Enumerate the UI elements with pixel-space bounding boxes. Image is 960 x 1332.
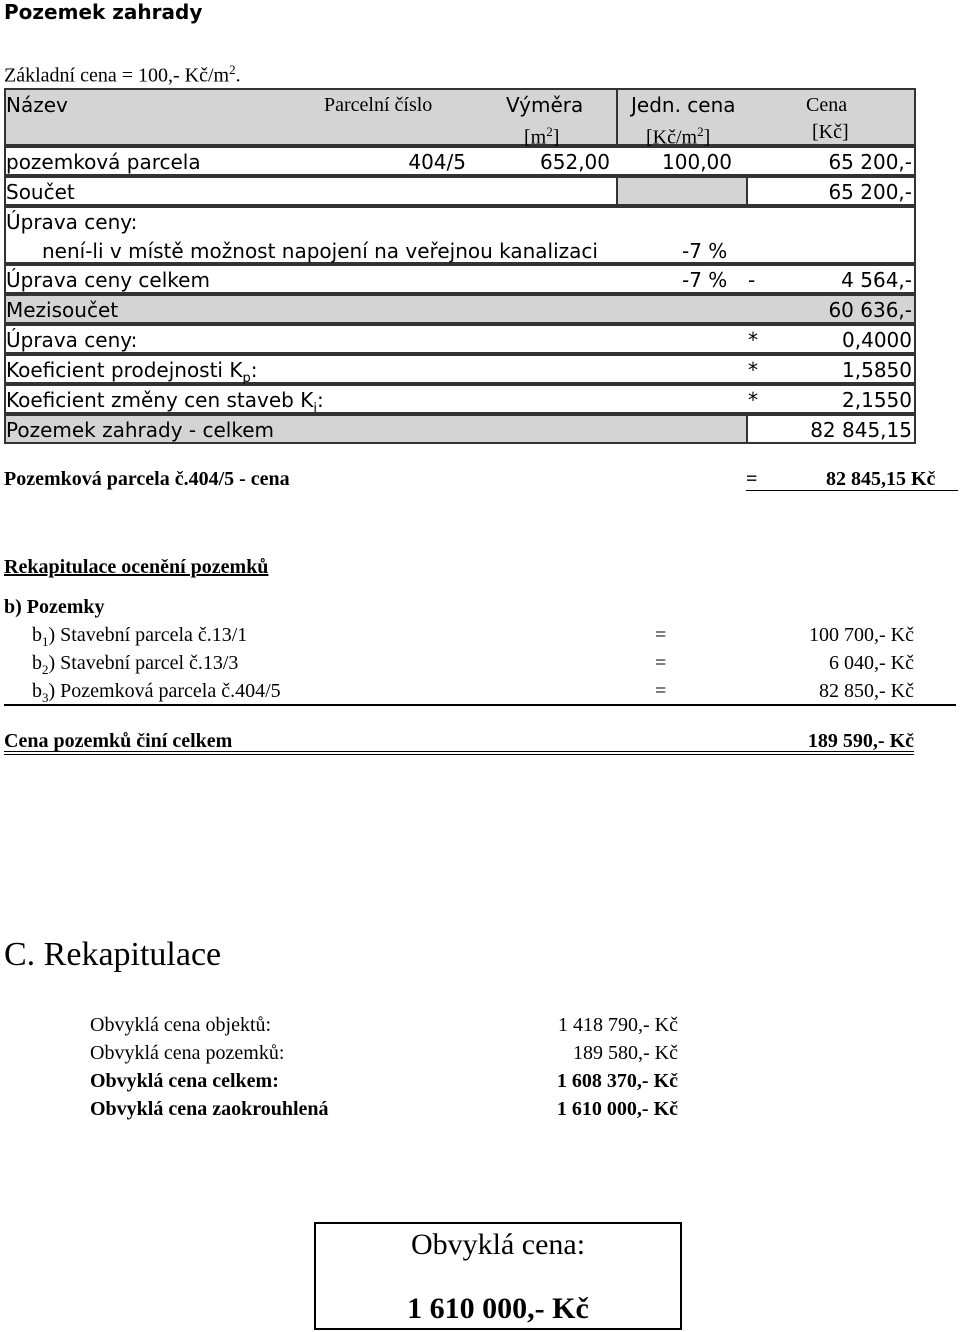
- adjustment-total-percent: -7 %: [682, 268, 728, 292]
- col-parcel-number: Parcelní číslo: [324, 94, 433, 116]
- table-row-adjustment-total: [4, 264, 916, 294]
- land-item: $b_2$) Stavební parcel č.13/3: [32, 652, 239, 677]
- base-price-text: Základní cena = 100,- $Kč/m^2$.: [4, 62, 241, 87]
- total-value: 82 845,15: [810, 418, 912, 442]
- kp-operator: *: [748, 358, 758, 382]
- col-area-unit: $[m^2]$: [524, 124, 560, 149]
- final-price-value: 1 610 000,- Kč: [407, 1292, 589, 1325]
- sum-value: 65 200,-: [828, 180, 912, 204]
- parcel-price-underline: [746, 490, 958, 491]
- recap-row-value: 189 580,- Kč: [573, 1042, 678, 1064]
- adjustment-total-value: 4 564,-: [841, 268, 912, 292]
- recap-title: C. Rekapitulace: [4, 936, 222, 973]
- land-item-eq: =: [655, 680, 667, 702]
- col-unit-price-unit: $[Kč/m^2]$: [646, 124, 711, 149]
- table-row-adjustment: [4, 206, 916, 264]
- subtotal-label: Mezisoučet: [6, 298, 119, 322]
- land-item-value: 6 040,- Kč: [829, 652, 914, 674]
- land-total-label: Cena pozemků činí celkem: [4, 730, 233, 752]
- table-row-subtotal: [4, 294, 916, 324]
- land-item-eq: =: [655, 652, 667, 674]
- recap-row-value: 1 608 370,- Kč: [556, 1070, 678, 1092]
- recap-row-label: Obvyklá cena zaokrouhlená: [90, 1098, 329, 1120]
- adjustment-item: není-li v místě možnost napojení na veřejnou kanalizaci: [42, 239, 598, 263]
- parcel-price-eq: =: [746, 468, 758, 490]
- table-row-parcel: [4, 146, 916, 176]
- table-row-sum: [4, 176, 916, 206]
- ki-label: Koeficient změny cen staveb $K_i$:: [6, 388, 324, 416]
- section-title: Pozemek zahrady: [4, 0, 203, 24]
- parcel-area: 652,00: [540, 150, 610, 174]
- total-label: Pozemek zahrady - celkem: [6, 418, 274, 442]
- sum-label: Součet: [6, 180, 75, 204]
- land-item-value: 100 700,- Kč: [809, 624, 914, 646]
- subtotal-value: 60 636,-: [828, 298, 912, 322]
- land-total-underline-2: [4, 754, 914, 755]
- parcel-number: 404/5: [408, 150, 466, 174]
- col-price: Cena: [806, 94, 848, 116]
- land-recap-divider: [4, 704, 956, 706]
- land-group-label: b) Pozemky: [4, 596, 105, 618]
- parcel-name: pozemková parcela: [6, 150, 201, 174]
- kp-label: Koeficient prodejnosti $K_p$:: [6, 358, 258, 386]
- ki-value: 2,1550: [842, 388, 912, 412]
- land-total-underline-1: [4, 751, 914, 752]
- col-area: Výměra: [506, 93, 584, 117]
- col-name: Název: [6, 93, 68, 117]
- adjustment-2-operator: *: [748, 328, 758, 352]
- adjustment-percent: -7 %: [682, 239, 728, 263]
- table-row-kp: [4, 354, 916, 384]
- land-item-eq: =: [655, 624, 667, 646]
- recap-row-label: Obvyklá cena celkem:: [90, 1070, 279, 1092]
- col-unit-price: Jedn. cena: [631, 93, 736, 117]
- adjustment-2-label: Úprava ceny:: [6, 328, 138, 352]
- recap-row-label: Obvyklá cena pozemků:: [90, 1042, 285, 1064]
- parcel-unit-price: 100,00: [662, 150, 732, 174]
- recap-row-label: Obvyklá cena objektů:: [90, 1014, 272, 1036]
- adjustment-label: Úprava ceny:: [6, 210, 138, 234]
- adjustment-total-sign: -: [748, 268, 756, 292]
- parcel-price-label: Pozemková parcela č.404/5 - cena: [4, 468, 290, 490]
- final-price-box: [314, 1222, 682, 1330]
- adjustment-total-label: Úprava ceny celkem: [6, 268, 210, 292]
- land-recap-title: Rekapitulace ocenění pozemků: [4, 556, 269, 578]
- parcel-price-value: 82 845,15 Kč: [826, 468, 936, 490]
- land-item: $b_1$) Stavební parcela č.13/1: [32, 624, 248, 649]
- kp-value: 1,5850: [842, 358, 912, 382]
- col-price-unit: [Kč]: [812, 121, 849, 143]
- recap-row-value: 1 610 000,- Kč: [556, 1098, 678, 1120]
- table-header-row: [4, 88, 916, 149]
- table-row-adjustment-2: [4, 324, 916, 354]
- land-total-value: 189 590,- Kč: [807, 730, 914, 752]
- adjustment-2-value: 0,4000: [842, 328, 912, 352]
- table-row-total: [4, 414, 916, 444]
- land-item-value: 82 850,- Kč: [819, 680, 914, 702]
- ki-operator: *: [748, 388, 758, 412]
- parcel-price: 65 200,-: [828, 150, 912, 174]
- land-item: $b_3$) Pozemková parcela č.404/5: [32, 680, 281, 705]
- recap-row-value: 1 418 790,- Kč: [558, 1014, 678, 1036]
- table-row-ki: [4, 384, 916, 414]
- final-price-label: Obvyklá cena:: [410, 1228, 586, 1261]
